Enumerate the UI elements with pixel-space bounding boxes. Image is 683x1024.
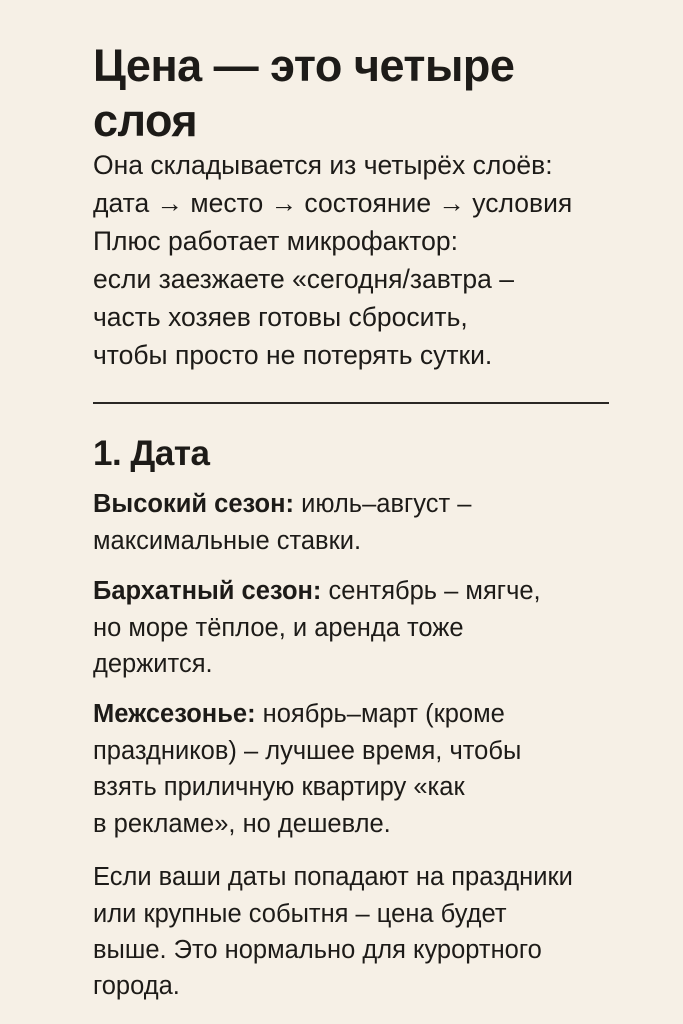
intro-line: часть хозяев готовы сбросить,: [93, 302, 468, 332]
season-label: Межсезонье:: [93, 700, 256, 728]
note-line: выше. Это нормально для курортного: [93, 936, 542, 964]
season-text: в рекламе», но дешевле.: [93, 810, 391, 838]
season-text: праздников) – лучшее время, чтобы: [93, 737, 522, 765]
season-text: максимальные ставки.: [93, 527, 362, 555]
season-label: Бархатный сезон:: [93, 577, 322, 605]
season-text: ноябрь–март (кроме: [255, 700, 505, 728]
title-line: слоя: [93, 95, 198, 146]
intro-line: Плюс работает микрофактор:: [93, 226, 458, 256]
note-line: или крупные событня – цена будет: [93, 900, 507, 928]
intro-line: Она складывается из четырёх слоёв:: [93, 150, 553, 180]
season-text: июль–август –: [294, 490, 472, 518]
season-text: но море тёплое, и аренда тоже: [93, 614, 464, 642]
season-text: сентябрь – мягче,: [321, 577, 541, 605]
title-line: Цена — это четыре: [93, 40, 515, 91]
season-label: Высокий сезон:: [93, 490, 295, 518]
season-text: держится.: [93, 650, 213, 678]
intro-line: если заезжаете «сегодня/завтра –: [93, 264, 514, 294]
season-text: взять приличную квартиру «как: [93, 773, 465, 801]
divider: [93, 402, 609, 404]
intro-line: чтобы просто не потерять сутки.: [93, 340, 493, 370]
section-heading: 1. Дата: [93, 434, 210, 473]
note-line: города.: [93, 972, 180, 1000]
note-line: Если ваши даты попадают на праздники: [93, 863, 573, 891]
intro-line: дата → место → состояние → условия: [93, 188, 573, 218]
